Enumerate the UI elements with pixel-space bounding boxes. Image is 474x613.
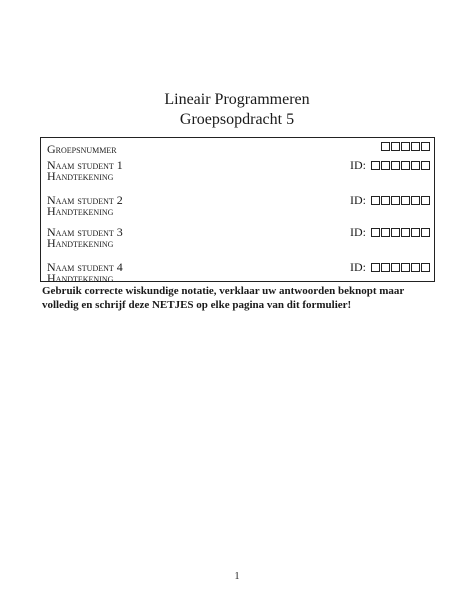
- student-4-id-field[interactable]: [350, 260, 430, 274]
- digit-box[interactable]: [371, 161, 380, 170]
- digit-box[interactable]: [371, 196, 380, 205]
- digit-box[interactable]: [401, 228, 410, 237]
- digit-box[interactable]: [421, 142, 430, 151]
- group-number-label: Groepsnummer: [47, 142, 117, 156]
- group-number-row: [47, 142, 430, 156]
- digit-box[interactable]: [381, 228, 390, 237]
- digit-box[interactable]: [371, 263, 380, 272]
- page-title-line1: Lineair Programmeren: [164, 91, 310, 108]
- digit-box[interactable]: [371, 228, 380, 237]
- digit-box[interactable]: [391, 196, 400, 205]
- id-label: ID:: [350, 158, 366, 172]
- student-4-signature-label: Handtekening: [47, 271, 114, 285]
- digit-box[interactable]: [421, 196, 430, 205]
- digit-box[interactable]: [391, 161, 400, 170]
- digit-box[interactable]: [401, 196, 410, 205]
- digit-box[interactable]: [381, 161, 390, 170]
- student-1-id-field[interactable]: [350, 158, 430, 172]
- digit-box[interactable]: [381, 196, 390, 205]
- digit-box[interactable]: [421, 263, 430, 272]
- digit-box[interactable]: [421, 228, 430, 237]
- page-title-line2: Groepsopdracht 5: [179, 111, 295, 128]
- digit-box[interactable]: [411, 161, 420, 170]
- student-2-id-field[interactable]: [350, 193, 430, 207]
- digit-box[interactable]: [411, 228, 420, 237]
- page-number: 1: [234, 571, 240, 582]
- digit-box[interactable]: [401, 161, 410, 170]
- digit-box[interactable]: [411, 196, 420, 205]
- digit-box[interactable]: [391, 142, 400, 151]
- student-1-signature-label: Handtekening: [47, 169, 114, 183]
- digit-box[interactable]: [381, 142, 390, 151]
- id-label: ID:: [350, 225, 366, 239]
- instruction-text: Gebruik correcte wiskundige notatie, verklaar uw antwoorden beknopt maar volledig en schrijf deze NETJES op elke pagina van dit formulier!: [42, 285, 405, 311]
- student-info-form: [40, 137, 435, 285]
- digit-box[interactable]: [411, 263, 420, 272]
- student-3-signature-label: Handtekening: [47, 236, 114, 250]
- student-4-name-label: Naam student 4: [47, 260, 123, 274]
- digit-box[interactable]: [391, 228, 400, 237]
- id-label: ID:: [350, 260, 366, 274]
- digit-box[interactable]: [411, 142, 420, 151]
- digit-box[interactable]: [391, 263, 400, 272]
- digit-box[interactable]: [401, 142, 410, 151]
- digit-box[interactable]: [381, 263, 390, 272]
- student-1-name-label: Naam student 1: [47, 158, 123, 172]
- student-3-name-label: Naam student 3: [47, 225, 123, 239]
- digit-box[interactable]: [401, 263, 410, 272]
- group-number-boxes[interactable]: [380, 142, 430, 151]
- id-label: ID:: [350, 193, 366, 207]
- student-3-id-field[interactable]: [350, 225, 430, 239]
- digit-box[interactable]: [421, 161, 430, 170]
- student-2-name-label: Naam student 2: [47, 193, 123, 207]
- student-2-signature-label: Handtekening: [47, 204, 114, 218]
